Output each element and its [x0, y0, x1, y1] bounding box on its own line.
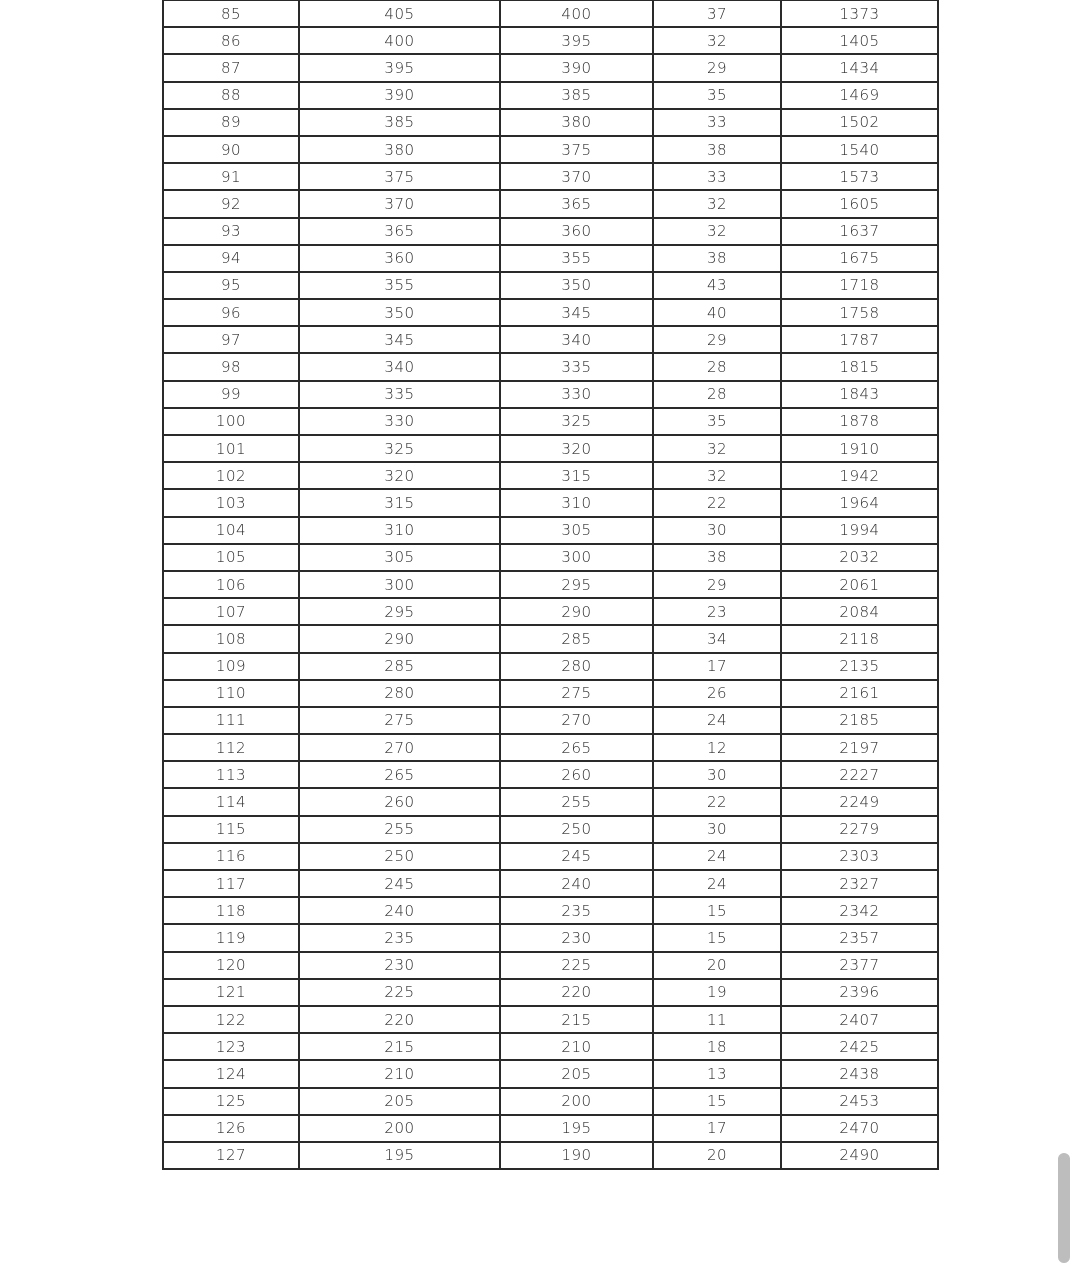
cumulative-cell: 1994: [781, 517, 938, 544]
rank-cell: 116: [163, 843, 299, 870]
rank-cell: 87: [163, 54, 299, 81]
cumulative-cell: 2084: [781, 598, 938, 625]
count-cell: 19: [653, 979, 781, 1006]
table-row: [163, 952, 938, 979]
score-upper-cell: 335: [299, 381, 500, 408]
cumulative-cell: 1843: [781, 381, 938, 408]
cumulative-cell: 2470: [781, 1115, 938, 1142]
score-upper-cell: 255: [299, 816, 500, 843]
count-cell: 40: [653, 299, 781, 326]
score-upper-cell: 395: [299, 54, 500, 81]
table-row: [163, 517, 938, 544]
count-cell: 28: [653, 353, 781, 380]
count-cell: 15: [653, 924, 781, 951]
rank-cell: 90: [163, 136, 299, 163]
score-lower-cell: 310: [500, 489, 653, 516]
score-upper-cell: 350: [299, 299, 500, 326]
count-cell: 32: [653, 462, 781, 489]
count-cell: 15: [653, 897, 781, 924]
count-cell: 38: [653, 245, 781, 272]
score-lower-cell: 290: [500, 598, 653, 625]
count-cell: 32: [653, 27, 781, 54]
score-upper-cell: 390: [299, 82, 500, 109]
count-cell: 18: [653, 1033, 781, 1060]
rank-cell: 127: [163, 1142, 299, 1169]
score-lower-cell: 400: [500, 1, 653, 28]
score-lower-cell: 235: [500, 897, 653, 924]
table-row: [163, 707, 938, 734]
score-table-body: [163, 1, 938, 1170]
score-upper-cell: 345: [299, 326, 500, 353]
score-upper-cell: 250: [299, 843, 500, 870]
score-lower-cell: 385: [500, 82, 653, 109]
table-row: [163, 299, 938, 326]
table-row: [163, 245, 938, 272]
rank-cell: 91: [163, 163, 299, 190]
cumulative-cell: 2061: [781, 571, 938, 598]
score-lower-cell: 275: [500, 680, 653, 707]
rank-cell: 122: [163, 1006, 299, 1033]
table-row: [163, 598, 938, 625]
table-row: [163, 109, 938, 136]
count-cell: 38: [653, 136, 781, 163]
cumulative-cell: 2425: [781, 1033, 938, 1060]
score-upper-cell: 340: [299, 353, 500, 380]
score-upper-cell: 315: [299, 489, 500, 516]
table-row: [163, 734, 938, 761]
table-row: [163, 788, 938, 815]
cumulative-cell: 1758: [781, 299, 938, 326]
score-upper-cell: 285: [299, 653, 500, 680]
score-lower-cell: 195: [500, 1115, 653, 1142]
table-row: [163, 408, 938, 435]
score-lower-cell: 280: [500, 653, 653, 680]
count-cell: 34: [653, 625, 781, 652]
cumulative-cell: 2438: [781, 1060, 938, 1087]
cumulative-cell: 2197: [781, 734, 938, 761]
score-upper-cell: 320: [299, 462, 500, 489]
rank-cell: 98: [163, 353, 299, 380]
score-upper-cell: 195: [299, 1142, 500, 1169]
cumulative-cell: 1573: [781, 163, 938, 190]
score-upper-cell: 205: [299, 1088, 500, 1115]
score-lower-cell: 265: [500, 734, 653, 761]
rank-cell: 124: [163, 1060, 299, 1087]
score-upper-cell: 405: [299, 1, 500, 28]
score-upper-cell: 275: [299, 707, 500, 734]
score-lower-cell: 200: [500, 1088, 653, 1115]
table-row: [163, 653, 938, 680]
count-cell: 11: [653, 1006, 781, 1033]
table-row: [163, 353, 938, 380]
score-upper-cell: 280: [299, 680, 500, 707]
score-lower-cell: 375: [500, 136, 653, 163]
cumulative-cell: 2118: [781, 625, 938, 652]
cumulative-cell: 2032: [781, 544, 938, 571]
score-upper-cell: 355: [299, 272, 500, 299]
table-row: [163, 272, 938, 299]
rank-cell: 97: [163, 326, 299, 353]
cumulative-cell: 1815: [781, 353, 938, 380]
table-row: [163, 1033, 938, 1060]
cumulative-cell: 1605: [781, 190, 938, 217]
cumulative-cell: 2377: [781, 952, 938, 979]
count-cell: 26: [653, 680, 781, 707]
scrollbar-thumb[interactable]: [1058, 1153, 1070, 1263]
rank-cell: 108: [163, 625, 299, 652]
cumulative-cell: 1878: [781, 408, 938, 435]
count-cell: 12: [653, 734, 781, 761]
score-lower-cell: 320: [500, 435, 653, 462]
rank-cell: 107: [163, 598, 299, 625]
rank-cell: 109: [163, 653, 299, 680]
cumulative-cell: 2227: [781, 761, 938, 788]
score-upper-cell: 300: [299, 571, 500, 598]
table-row: [163, 571, 938, 598]
score-lower-cell: 355: [500, 245, 653, 272]
count-cell: 17: [653, 653, 781, 680]
score-lower-cell: 225: [500, 952, 653, 979]
score-upper-cell: 370: [299, 190, 500, 217]
score-upper-cell: 245: [299, 870, 500, 897]
count-cell: 37: [653, 1, 781, 28]
table-row: [163, 1, 938, 28]
count-cell: 33: [653, 109, 781, 136]
cumulative-cell: 1540: [781, 136, 938, 163]
cumulative-cell: 1405: [781, 27, 938, 54]
table-row: [163, 82, 938, 109]
count-cell: 32: [653, 435, 781, 462]
score-lower-cell: 250: [500, 816, 653, 843]
score-lower-cell: 340: [500, 326, 653, 353]
rank-cell: 93: [163, 218, 299, 245]
cumulative-cell: 1502: [781, 109, 938, 136]
cumulative-cell: 2342: [781, 897, 938, 924]
cumulative-cell: 2490: [781, 1142, 938, 1169]
rank-cell: 94: [163, 245, 299, 272]
count-cell: 32: [653, 190, 781, 217]
score-lower-cell: 380: [500, 109, 653, 136]
score-lower-cell: 315: [500, 462, 653, 489]
score-upper-cell: 200: [299, 1115, 500, 1142]
table-row: [163, 870, 938, 897]
score-upper-cell: 360: [299, 245, 500, 272]
score-table: [162, 0, 939, 1170]
rank-cell: 96: [163, 299, 299, 326]
rank-cell: 119: [163, 924, 299, 951]
rank-cell: 85: [163, 1, 299, 28]
rank-cell: 105: [163, 544, 299, 571]
table-row: [163, 544, 938, 571]
score-lower-cell: 325: [500, 408, 653, 435]
count-cell: 20: [653, 1142, 781, 1169]
count-cell: 22: [653, 489, 781, 516]
table-row: [163, 1115, 938, 1142]
score-lower-cell: 285: [500, 625, 653, 652]
score-upper-cell: 310: [299, 517, 500, 544]
score-upper-cell: 230: [299, 952, 500, 979]
score-lower-cell: 395: [500, 27, 653, 54]
count-cell: 24: [653, 707, 781, 734]
count-cell: 17: [653, 1115, 781, 1142]
table-row: [163, 1060, 938, 1087]
score-upper-cell: 385: [299, 109, 500, 136]
score-upper-cell: 325: [299, 435, 500, 462]
rank-cell: 120: [163, 952, 299, 979]
score-lower-cell: 345: [500, 299, 653, 326]
score-lower-cell: 360: [500, 218, 653, 245]
score-upper-cell: 330: [299, 408, 500, 435]
count-cell: 30: [653, 816, 781, 843]
score-lower-cell: 350: [500, 272, 653, 299]
rank-cell: 115: [163, 816, 299, 843]
scrollbar-track[interactable]: [1052, 0, 1080, 1258]
rank-cell: 112: [163, 734, 299, 761]
table-row: [163, 462, 938, 489]
table-row: [163, 489, 938, 516]
cumulative-cell: 1373: [781, 1, 938, 28]
score-lower-cell: 300: [500, 544, 653, 571]
rank-cell: 126: [163, 1115, 299, 1142]
rank-cell: 118: [163, 897, 299, 924]
table-row: [163, 979, 938, 1006]
count-cell: 29: [653, 326, 781, 353]
table-row: [163, 54, 938, 81]
table-row: [163, 218, 938, 245]
table-row: [163, 843, 938, 870]
count-cell: 23: [653, 598, 781, 625]
cumulative-cell: 1910: [781, 435, 938, 462]
count-cell: 33: [653, 163, 781, 190]
score-lower-cell: 215: [500, 1006, 653, 1033]
score-upper-cell: 375: [299, 163, 500, 190]
count-cell: 32: [653, 218, 781, 245]
cumulative-cell: 1964: [781, 489, 938, 516]
table-row: [163, 163, 938, 190]
cumulative-cell: 2396: [781, 979, 938, 1006]
table-row: [163, 381, 938, 408]
count-cell: 28: [653, 381, 781, 408]
cumulative-cell: 2327: [781, 870, 938, 897]
rank-cell: 114: [163, 788, 299, 815]
score-upper-cell: 240: [299, 897, 500, 924]
count-cell: 30: [653, 517, 781, 544]
table-row: [163, 816, 938, 843]
cumulative-cell: 2407: [781, 1006, 938, 1033]
score-upper-cell: 305: [299, 544, 500, 571]
score-lower-cell: 330: [500, 381, 653, 408]
cumulative-cell: 2357: [781, 924, 938, 951]
cumulative-cell: 1718: [781, 272, 938, 299]
count-cell: 38: [653, 544, 781, 571]
rank-cell: 113: [163, 761, 299, 788]
cumulative-cell: 1942: [781, 462, 938, 489]
count-cell: 35: [653, 82, 781, 109]
count-cell: 15: [653, 1088, 781, 1115]
score-upper-cell: 215: [299, 1033, 500, 1060]
score-upper-cell: 235: [299, 924, 500, 951]
score-upper-cell: 400: [299, 27, 500, 54]
score-upper-cell: 380: [299, 136, 500, 163]
count-cell: 24: [653, 870, 781, 897]
cumulative-cell: 2279: [781, 816, 938, 843]
rank-cell: 99: [163, 381, 299, 408]
cumulative-cell: 2161: [781, 680, 938, 707]
count-cell: 30: [653, 761, 781, 788]
score-upper-cell: 260: [299, 788, 500, 815]
cumulative-cell: 2185: [781, 707, 938, 734]
rank-cell: 101: [163, 435, 299, 462]
count-cell: 35: [653, 408, 781, 435]
count-cell: 24: [653, 843, 781, 870]
cumulative-cell: 1637: [781, 218, 938, 245]
table-row: [163, 761, 938, 788]
score-upper-cell: 220: [299, 1006, 500, 1033]
rank-cell: 106: [163, 571, 299, 598]
score-lower-cell: 220: [500, 979, 653, 1006]
count-cell: 29: [653, 571, 781, 598]
score-lower-cell: 240: [500, 870, 653, 897]
rank-cell: 102: [163, 462, 299, 489]
score-lower-cell: 335: [500, 353, 653, 380]
score-lower-cell: 305: [500, 517, 653, 544]
table-row: [163, 27, 938, 54]
rank-cell: 88: [163, 82, 299, 109]
score-lower-cell: 270: [500, 707, 653, 734]
score-lower-cell: 230: [500, 924, 653, 951]
count-cell: 43: [653, 272, 781, 299]
score-upper-cell: 290: [299, 625, 500, 652]
cumulative-cell: 2303: [781, 843, 938, 870]
score-lower-cell: 205: [500, 1060, 653, 1087]
table-row: [163, 190, 938, 217]
table-row: [163, 435, 938, 462]
cumulative-cell: 1787: [781, 326, 938, 353]
score-lower-cell: 260: [500, 761, 653, 788]
table-row: [163, 1088, 938, 1115]
score-lower-cell: 210: [500, 1033, 653, 1060]
table-row: [163, 136, 938, 163]
table-row: [163, 1006, 938, 1033]
count-cell: 13: [653, 1060, 781, 1087]
table-row: [163, 680, 938, 707]
count-cell: 29: [653, 54, 781, 81]
score-lower-cell: 370: [500, 163, 653, 190]
cumulative-cell: 1434: [781, 54, 938, 81]
rank-cell: 86: [163, 27, 299, 54]
table-row: [163, 924, 938, 951]
rank-cell: 111: [163, 707, 299, 734]
rank-cell: 110: [163, 680, 299, 707]
rank-cell: 95: [163, 272, 299, 299]
cumulative-cell: 2249: [781, 788, 938, 815]
rank-cell: 89: [163, 109, 299, 136]
count-cell: 22: [653, 788, 781, 815]
rank-cell: 104: [163, 517, 299, 544]
score-upper-cell: 270: [299, 734, 500, 761]
cumulative-cell: 2453: [781, 1088, 938, 1115]
score-upper-cell: 210: [299, 1060, 500, 1087]
rank-cell: 121: [163, 979, 299, 1006]
table-row: [163, 897, 938, 924]
rank-cell: 117: [163, 870, 299, 897]
cumulative-cell: 1675: [781, 245, 938, 272]
score-upper-cell: 225: [299, 979, 500, 1006]
score-lower-cell: 390: [500, 54, 653, 81]
table-row: [163, 1142, 938, 1169]
score-upper-cell: 365: [299, 218, 500, 245]
score-lower-cell: 245: [500, 843, 653, 870]
rank-cell: 103: [163, 489, 299, 516]
score-lower-cell: 295: [500, 571, 653, 598]
rank-cell: 125: [163, 1088, 299, 1115]
rank-cell: 100: [163, 408, 299, 435]
table-row: [163, 326, 938, 353]
score-lower-cell: 365: [500, 190, 653, 217]
rank-cell: 123: [163, 1033, 299, 1060]
count-cell: 20: [653, 952, 781, 979]
cumulative-cell: 2135: [781, 653, 938, 680]
table-row: [163, 625, 938, 652]
rank-cell: 92: [163, 190, 299, 217]
score-lower-cell: 255: [500, 788, 653, 815]
score-upper-cell: 295: [299, 598, 500, 625]
score-lower-cell: 190: [500, 1142, 653, 1169]
cumulative-cell: 1469: [781, 82, 938, 109]
score-table-container: [162, 0, 937, 1170]
score-upper-cell: 265: [299, 761, 500, 788]
